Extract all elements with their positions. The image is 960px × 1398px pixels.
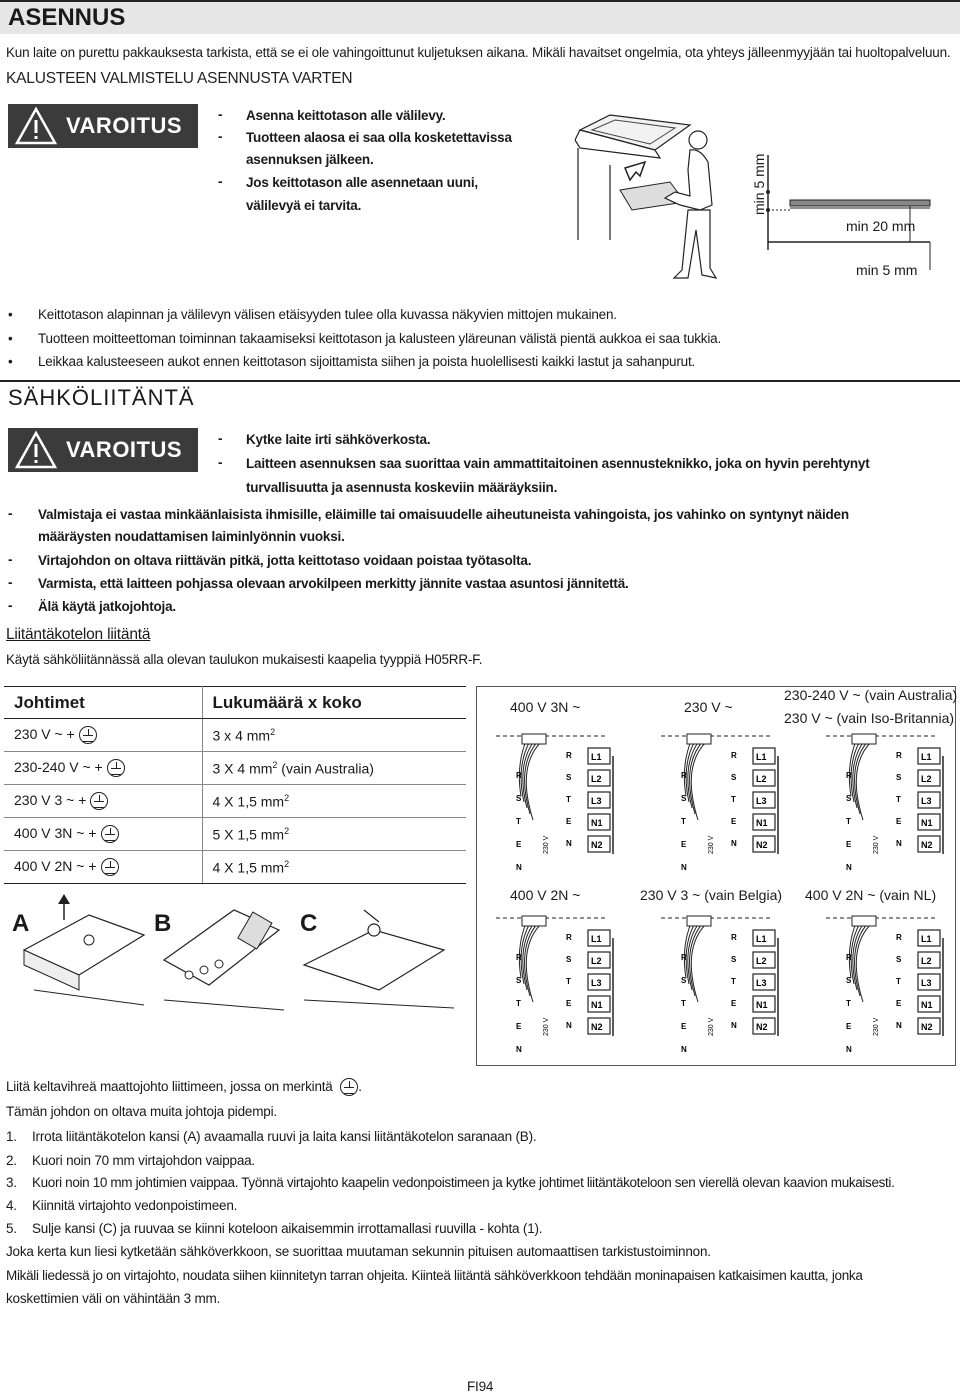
size-cell: 4 X 1,5 mm [212, 859, 285, 876]
step-number: 5. [6, 1221, 17, 1236]
ground-note: Liitä keltavihreä maattojohto liittimeen, jossa on merkintä . [6, 1078, 362, 1096]
longer-note: Tämän johdon on oltava muita johtoja pidempi. [6, 1104, 277, 1119]
warning-box [8, 104, 198, 148]
wire-letter: N [516, 863, 522, 872]
wire-letter: E [681, 1022, 687, 1031]
wire-letter: T [896, 977, 901, 986]
wire-letter: R [731, 751, 737, 760]
dim-label-min5-vertical: min 5 mm [751, 153, 767, 215]
step-text: Kuori noin 70 mm virtajohdon vaippaa. [32, 1153, 255, 1168]
check-note: Joka kerta kun liesi kytketään sähköverkkoon, se suorittaa muutaman sekunnin pituisen automaattisen tarkistustoiminnon. [6, 1244, 711, 1259]
wire-letter: E [516, 840, 522, 849]
note-item: Valmistaja ei vastaa minkäänlaisista ihmisille, eläimille tai omaisuudelle aiheutuneista vahingoista, jos vahinko on syntynyt näiden [38, 507, 849, 522]
ground-icon [79, 726, 97, 744]
terminal-label: N2 [756, 1022, 768, 1032]
terminal-label: N1 [756, 1000, 768, 1010]
wire-letter: S [846, 976, 852, 985]
wire-letter: R [566, 933, 572, 942]
intro-text: Kun laite on purettu pakkauksesta tarkista, että se ei ole vahingoittunut kuljetuksen aikana. Mikäli havaitset ongelmia, ota yhteys jälleenmyyjään tai huoltopalveluun. [6, 45, 951, 60]
assembly-figures [4, 890, 470, 1020]
terminal-label: L3 [591, 796, 602, 806]
wire-letter: T [681, 817, 686, 826]
terminal-label: L3 [921, 978, 932, 988]
table-row: 230 V 3 ~ + 4 X 1,5 $mm^2$ [4, 785, 466, 818]
terminal-label: N1 [921, 818, 933, 828]
ground-icon [340, 1078, 358, 1096]
step-number: 4. [6, 1198, 17, 1213]
wires-cell: 230 V ~ + [14, 725, 75, 742]
step-number: 2. [6, 1153, 17, 1168]
note-item: Varmista, että laitteen pohjassa olevaan arvokilpeen merkitty jännite vastaa asuntosi jännitettä. [38, 576, 629, 591]
warning-item: asennuksen jälkeen. [246, 152, 374, 167]
warning-label: VAROITUS [66, 437, 183, 462]
wire-letter: R [566, 751, 572, 760]
figure-label-a: A [12, 910, 30, 937]
voltage-tag: 230 V [873, 835, 880, 854]
figure-label-c: C [300, 910, 318, 937]
terminal-label: L1 [921, 934, 932, 944]
terminal-label: L3 [591, 978, 602, 988]
terminal-box-illustrations [4, 890, 470, 1020]
wires-cell: 230-240 V ~ + [14, 758, 103, 775]
terminal-label: N2 [591, 1022, 603, 1032]
wiring-title: 400 V 2N ~ (vain NL) [805, 887, 937, 903]
note-item: Virtajohdon on oltava riittävän pitkä, jotta keittotaso voidaan poistaa työtasolta. [38, 553, 532, 568]
wire-letter: R [896, 933, 902, 942]
wire-letter: T [566, 795, 571, 804]
voltage-tag: 230 V [708, 835, 715, 854]
final-note: koskettimien väli on vähintään 3 mm. [6, 1291, 221, 1306]
wiring-title: 230-240 V ~ (vain Australia) [784, 687, 958, 703]
size-cell: 5 X 1,5 mm [212, 826, 285, 843]
wire-letter: T [566, 977, 571, 986]
step-text: Irrota liitäntäkotelon kansi (A) avaamalla ruuvi ja laita kansi liitäntäkotelon saranaan (B). [32, 1129, 537, 1144]
terminal-label: N2 [921, 1022, 933, 1032]
wire-letter: N [846, 863, 852, 872]
final-note: Mikäli liedessä jo on virtajohto, noudata siihen kiinnitetyn tarran ohjeita. Kiinteä liitäntä sähköverkkoon tehdään moninapaisen katkaisimen kautta, jonka [6, 1268, 863, 1283]
wire-letter: S [516, 976, 522, 985]
table-row: 400 V 3N ~ + 5 X 1,5 $mm^2$ [4, 818, 466, 851]
connection-heading: Liitäntäkotelon liitäntä [6, 626, 151, 643]
voltage-tag: 230 V [543, 1017, 550, 1036]
size-cell: 3 X 4 mm [212, 760, 273, 777]
wire-letter: N [566, 1021, 572, 1030]
warning-item: turvallisuutta ja asennusta koskeviin määräyksiin. [246, 480, 558, 495]
page-number: FI94 [467, 1379, 494, 1394]
warning-triangle-icon [14, 106, 58, 146]
wire-letter: T [731, 795, 736, 804]
terminal-label: L3 [756, 796, 767, 806]
table-row: 230 V ~ + 3 x 4 $mm^2$ [4, 719, 466, 752]
wire-letter: N [516, 1045, 522, 1054]
wiring-title: 230 V ~ (vain Iso-Britannia) [784, 710, 955, 726]
step-number: 1. [6, 1129, 17, 1144]
wire-letter: E [846, 1022, 852, 1031]
wire-letter: R [516, 771, 522, 780]
warning-item: välilevyä ei tarvita. [246, 198, 362, 213]
dim-label-min5: min 5 mm [856, 262, 918, 278]
terminal-label: N1 [921, 1000, 933, 1010]
terminal-label: L1 [591, 752, 602, 762]
warning-triangle-icon [14, 430, 58, 470]
voltage-tag: 230 V [708, 1017, 715, 1036]
wire-letter: N [731, 839, 737, 848]
terminal-label: L2 [756, 774, 767, 784]
bullet-item: Tuotteen moitteettoman toiminnan takaamiseksi keittotason ja kalusteen yläreunan välistä pientä aukkoa ei saa tukkia. [38, 331, 722, 346]
wire-letter: S [896, 773, 902, 782]
table-row: 230-240 V ~ + 3 X 4 $mm^2$ (vain Australia) [4, 752, 466, 785]
wire-letter: R [681, 771, 687, 780]
warning-box [8, 428, 198, 472]
terminal-label: N1 [591, 818, 603, 828]
wire-letter: N [731, 1021, 737, 1030]
terminal-label: L2 [591, 774, 602, 784]
note-item: Älä käytä jatkojohtoja. [38, 599, 176, 614]
warning-item: Kytke laite irti sähköverkosta. [246, 432, 431, 447]
wire-letter: T [731, 977, 736, 986]
wire-letter: S [896, 955, 902, 964]
ground-icon [107, 759, 125, 777]
step-text: Kiinnitä virtajohto vedonpoistimeen. [32, 1198, 238, 1213]
wire-letter: S [846, 794, 852, 803]
wire-letter: R [731, 933, 737, 942]
wire-letter: E [516, 1022, 522, 1031]
voltage-tag: 230 V [873, 1017, 880, 1036]
ground-icon [101, 858, 119, 876]
wire-letter: N [896, 839, 902, 848]
wire-letter: N [566, 839, 572, 848]
wire-letter: N [896, 1021, 902, 1030]
wire-letter: T [516, 817, 521, 826]
wiring-title: 400 V 3N ~ [510, 699, 581, 715]
table-header: Johtimet [4, 687, 202, 719]
note-item: määräysten noudattamisen laiminlyönnin vuoksi. [38, 529, 345, 544]
wire-letter: R [846, 953, 852, 962]
terminal-label: N2 [591, 840, 603, 850]
wire-letter: R [846, 771, 852, 780]
terminal-label: L1 [756, 752, 767, 762]
wire-letter: E [846, 840, 852, 849]
wire-letter: T [846, 999, 851, 1008]
terminal-label: L3 [756, 978, 767, 988]
wire-letter: S [681, 794, 687, 803]
wiring-title: 400 V 2N ~ [510, 887, 581, 903]
wire-letter: S [681, 976, 687, 985]
terminal-label: L1 [591, 934, 602, 944]
wire-letter: E [681, 840, 687, 849]
table-row: 400 V 2N ~ + 4 X 1,5 $mm^2$ [4, 851, 466, 884]
wires-cell: 400 V 2N ~ + [14, 857, 97, 874]
terminal-label: L3 [921, 796, 932, 806]
wire-letter: E [731, 817, 737, 826]
wiring-title: 230 V 3 ~ (vain Belgia) [640, 887, 783, 903]
ground-icon [101, 825, 119, 843]
bullet-item: Keittotason alapinnan ja välilevyn välisen etäisyyden tulee olla kuvassa näkyvien mittojen mukainen. [38, 307, 617, 322]
terminal-label: N2 [921, 840, 933, 850]
ground-icon [90, 792, 108, 810]
warning-item: Tuotteen alaosa ei saa olla kosketettavissa [246, 130, 512, 145]
section-header-asennus [0, 0, 960, 34]
wire-letter: N [681, 1045, 687, 1054]
figure-label-b: B [154, 910, 172, 937]
wire-letter: S [566, 773, 572, 782]
wiring-diagrams [476, 686, 956, 1066]
wire-letter: E [896, 999, 902, 1008]
bullet-item: Leikkaa kalusteeseen aukot ennen keittotason sijoittamista siihen ja poista huolellisesti kaikki lastut ja sahanpurut. [38, 354, 696, 369]
cable-table [4, 686, 466, 884]
terminal-label: L2 [921, 956, 932, 966]
wires-cell: 400 V 3N ~ + [14, 824, 97, 841]
installation-illustration [570, 110, 730, 290]
terminal-label: L2 [756, 956, 767, 966]
terminal-label: L2 [591, 956, 602, 966]
terminal-label: L1 [921, 752, 932, 762]
wire-letter: S [731, 955, 737, 964]
wire-letter: N [846, 1045, 852, 1054]
wire-letter: T [681, 999, 686, 1008]
section-header-sahkoliitanta [0, 380, 960, 414]
terminal-label: N1 [591, 1000, 603, 1010]
terminal-label: N1 [756, 818, 768, 828]
warning-label: VAROITUS [66, 113, 183, 138]
wire-letter: S [566, 955, 572, 964]
warning-item: Laitteen asennuksen saa suorittaa vain ammattitaitoinen asennusteknikko, joka on hyvin perehtynyt [246, 456, 870, 471]
connection-intro: Käytä sähköliitännässä alla olevan taulukon mukaisesti kaapelia tyyppiä H05RR-F. [6, 652, 483, 667]
wires-cell: 230 V 3 ~ + [14, 791, 87, 808]
warning-item: Asenna keittotason alle välilevy. [246, 108, 446, 123]
wire-letter: E [896, 817, 902, 826]
voltage-tag: 230 V [543, 835, 550, 854]
wire-letter: T [896, 795, 901, 804]
terminal-label: N2 [756, 840, 768, 850]
wire-letter: E [731, 999, 737, 1008]
wire-letter: N [681, 863, 687, 872]
size-cell: 4 X 1,5 mm [212, 793, 285, 810]
wire-letter: E [566, 817, 572, 826]
table-header: Lukumäärä x koko [202, 687, 466, 719]
terminal-label: L2 [921, 774, 932, 784]
wire-letter: R [896, 751, 902, 760]
wire-letter: S [516, 794, 522, 803]
terminal-label: L1 [756, 934, 767, 944]
wire-letter: T [846, 817, 851, 826]
subheading: KALUSTEEN VALMISTELU ASENNUSTA VARTEN [6, 70, 353, 87]
section-title: ASENNUS [8, 4, 126, 31]
step-text: Sulje kansi (C) ja ruuvaa se kiinni koteloon aikaisemmin irrottamallasi ruuvilla - kohta (1). [32, 1221, 543, 1236]
step-number: 3. [6, 1175, 17, 1190]
wire-letter: E [566, 999, 572, 1008]
step-text: Kuori noin 10 mm johtimien vaippaa. Työnnä virtajohto kaapelin vedonpoistimeen ja kytke johtimet liitäntäkoteloon sen vierellä olevan kaavion mukaisesti. [32, 1175, 895, 1190]
wire-letter: T [516, 999, 521, 1008]
wiring-title: 230 V ~ [684, 699, 733, 715]
dim-label-min20: min 20 mm [846, 218, 916, 234]
section-title: SÄHKÖLIITÄNTÄ [8, 385, 195, 410]
size-cell: 3 x 4 mm [212, 727, 271, 744]
warning-item: Jos keittotason alle asennetaan uuni, [246, 175, 478, 190]
wire-letter: R [516, 953, 522, 962]
wire-letter: S [731, 773, 737, 782]
wire-letter: R [681, 953, 687, 962]
